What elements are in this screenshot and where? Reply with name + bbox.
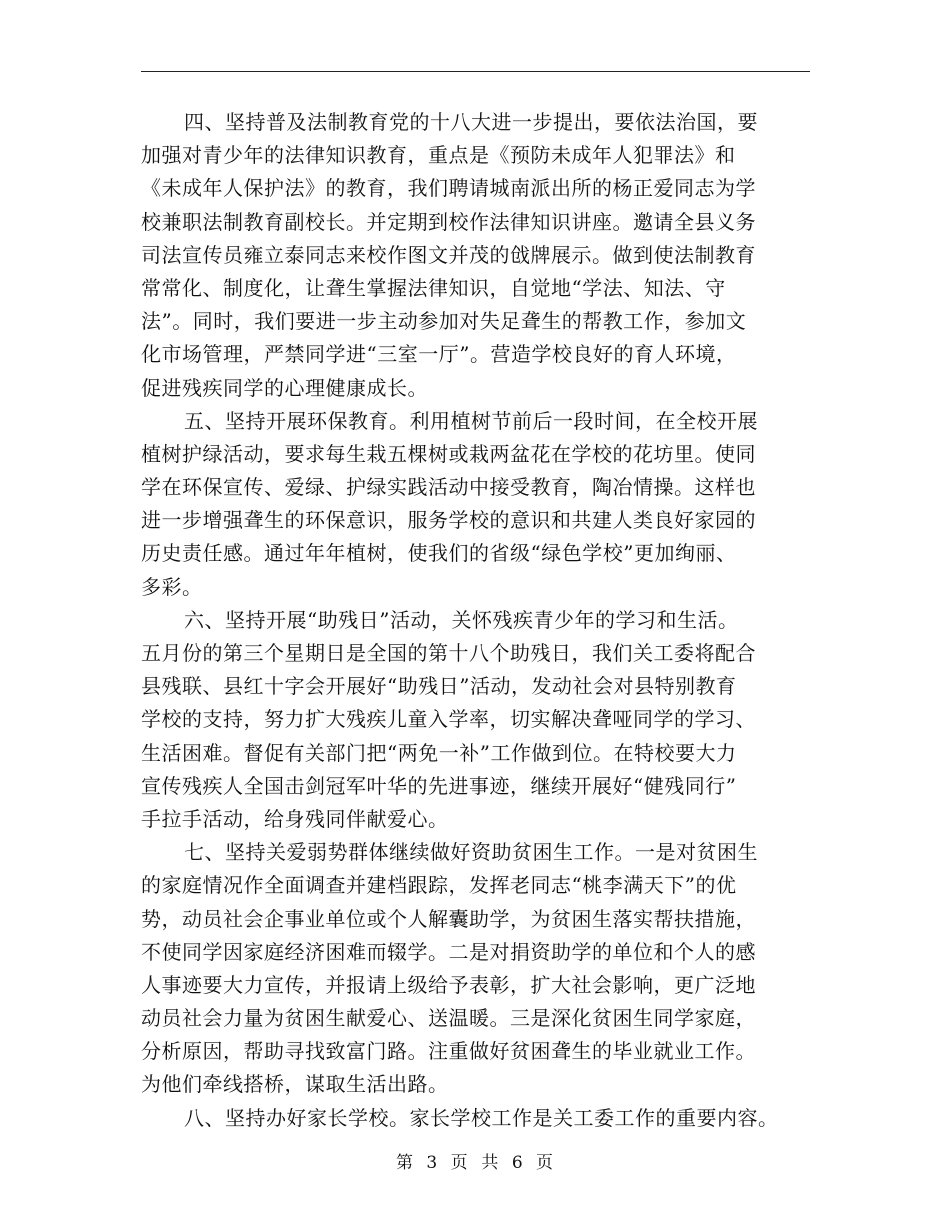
text-line: 五月份的第三个星期日是全国的第十八个助残日，我们关工委将配合: [141, 641, 756, 665]
text-line: 常常化、制度化，让聋生掌握法律知识，自觉地“学法、知法、守: [141, 275, 726, 300]
page-footer: [0, 1148, 950, 1173]
text-line: 人事迹要大力宣传，并报请上级给予表彰，扩大社会影响，更广泛地: [141, 972, 756, 997]
text-line: 的家庭情况作全面调查并建档跟踪，发挥老同志“桃李满天下”的优: [141, 873, 737, 898]
footer-suffix: 页: [536, 1153, 555, 1173]
text-line: 校兼职法制教育副校长。并定期到校作法律知识讲座。邀请全县义务: [141, 209, 756, 234]
text-line: 《未成年人保护法》的教育，我们聘请城南派出所的杨正爱同志为学: [141, 176, 756, 201]
paragraph-first-line: 七、坚持关爱弱势群体继续做好资助贫困生工作。一是对贫困生: [184, 840, 758, 865]
text-line: 生活困难。督促有关部门把“两免一补”工作做到位。在特校要大力: [141, 740, 737, 765]
text-line: 促进残疾同学的心理健康成长。: [141, 375, 428, 400]
paragraph-first-line: 八、坚持办好家长学校。家长学校工作是关工委工作的重要内容。: [184, 1105, 779, 1130]
text-line: 手拉手活动，给身残同伴献爱心。: [141, 806, 449, 831]
paragraph-first-line: 五、坚持开展环保教育。利用植树节前后一段时间，在全校开展: [184, 408, 758, 433]
paragraph-first-line: 四、坚持普及法制教育党的十八大进一步提出，要依法治国，要: [184, 110, 758, 134]
text-line: 加强对青少年的法律知识教育，重点是《预防未成年人犯罪法》和: [141, 143, 736, 168]
text-line: 分析原因，帮助寻找致富门路。注重做好贫困聋生的毕业就业工作。: [141, 1039, 756, 1064]
text-line: 县残联、县红十字会开展好“助残日”活动，发动社会对县特别教育: [141, 674, 737, 699]
footer-total-pages: 6: [511, 1153, 524, 1173]
paragraph-first-line: 六、坚持开展“助残日”活动，关怀残疾青少年的学习和生活。: [184, 607, 739, 632]
text-line: 宣传残疾人全国击剑冠军叶华的先进事迹，继续开展好“健残同行”: [141, 773, 737, 798]
text-line: 植树护绿活动，要求每生栽五棵树或栽两盆花在学校的花坊里。使同: [141, 441, 756, 466]
text-line: 为他们牵线搭桥，谋取生活出路。: [141, 1072, 449, 1097]
text-line: 多彩。: [141, 574, 203, 599]
text-line: 司法宣传员雍立泰同志来校作图文并茂的戗牌展示。做到使法制教育: [141, 242, 756, 267]
text-line: 历史责任感。通过年年植树，使我们的省级“绿色学校”更加绚丽、: [141, 541, 737, 566]
text-line: 学在环保宣传、爱绿、护绿实践活动中接受教育，陶冶情操。这样也: [141, 475, 756, 500]
footer-prefix: 第: [395, 1153, 414, 1173]
document-body: [141, 106, 813, 1135]
text-line: 化市场管理，严禁同学进“三室一厅”。营造学校良好的育人环境，: [141, 342, 737, 367]
text-line: 势，动员社会企事业单位或个人解囊助学，为贫困生落实帮扶措施，: [141, 906, 756, 931]
text-line: 不使同学因家庭经济困难而辍学。二是对捐资助学的单位和个人的感: [141, 939, 756, 964]
footer-middle: 页 共: [450, 1153, 500, 1173]
text-line: 法”。同时，我们要进一步主动参加对失足聋生的帮教工作，参加文: [141, 309, 747, 334]
header-rule: [141, 71, 810, 72]
footer-page-number: 3: [426, 1153, 439, 1173]
text-line: 进一步增强聋生的环保意识，服务学校的意识和共建人类良好家园的: [141, 508, 756, 533]
text-line: 学校的支持，努力扩大残疾儿童入学率，切实解决聋哑同学的学习、: [141, 707, 756, 732]
text-line: 动员社会力量为贫困生献爱心、送温暖。三是深化贫困生同学家庭，: [141, 1006, 756, 1031]
